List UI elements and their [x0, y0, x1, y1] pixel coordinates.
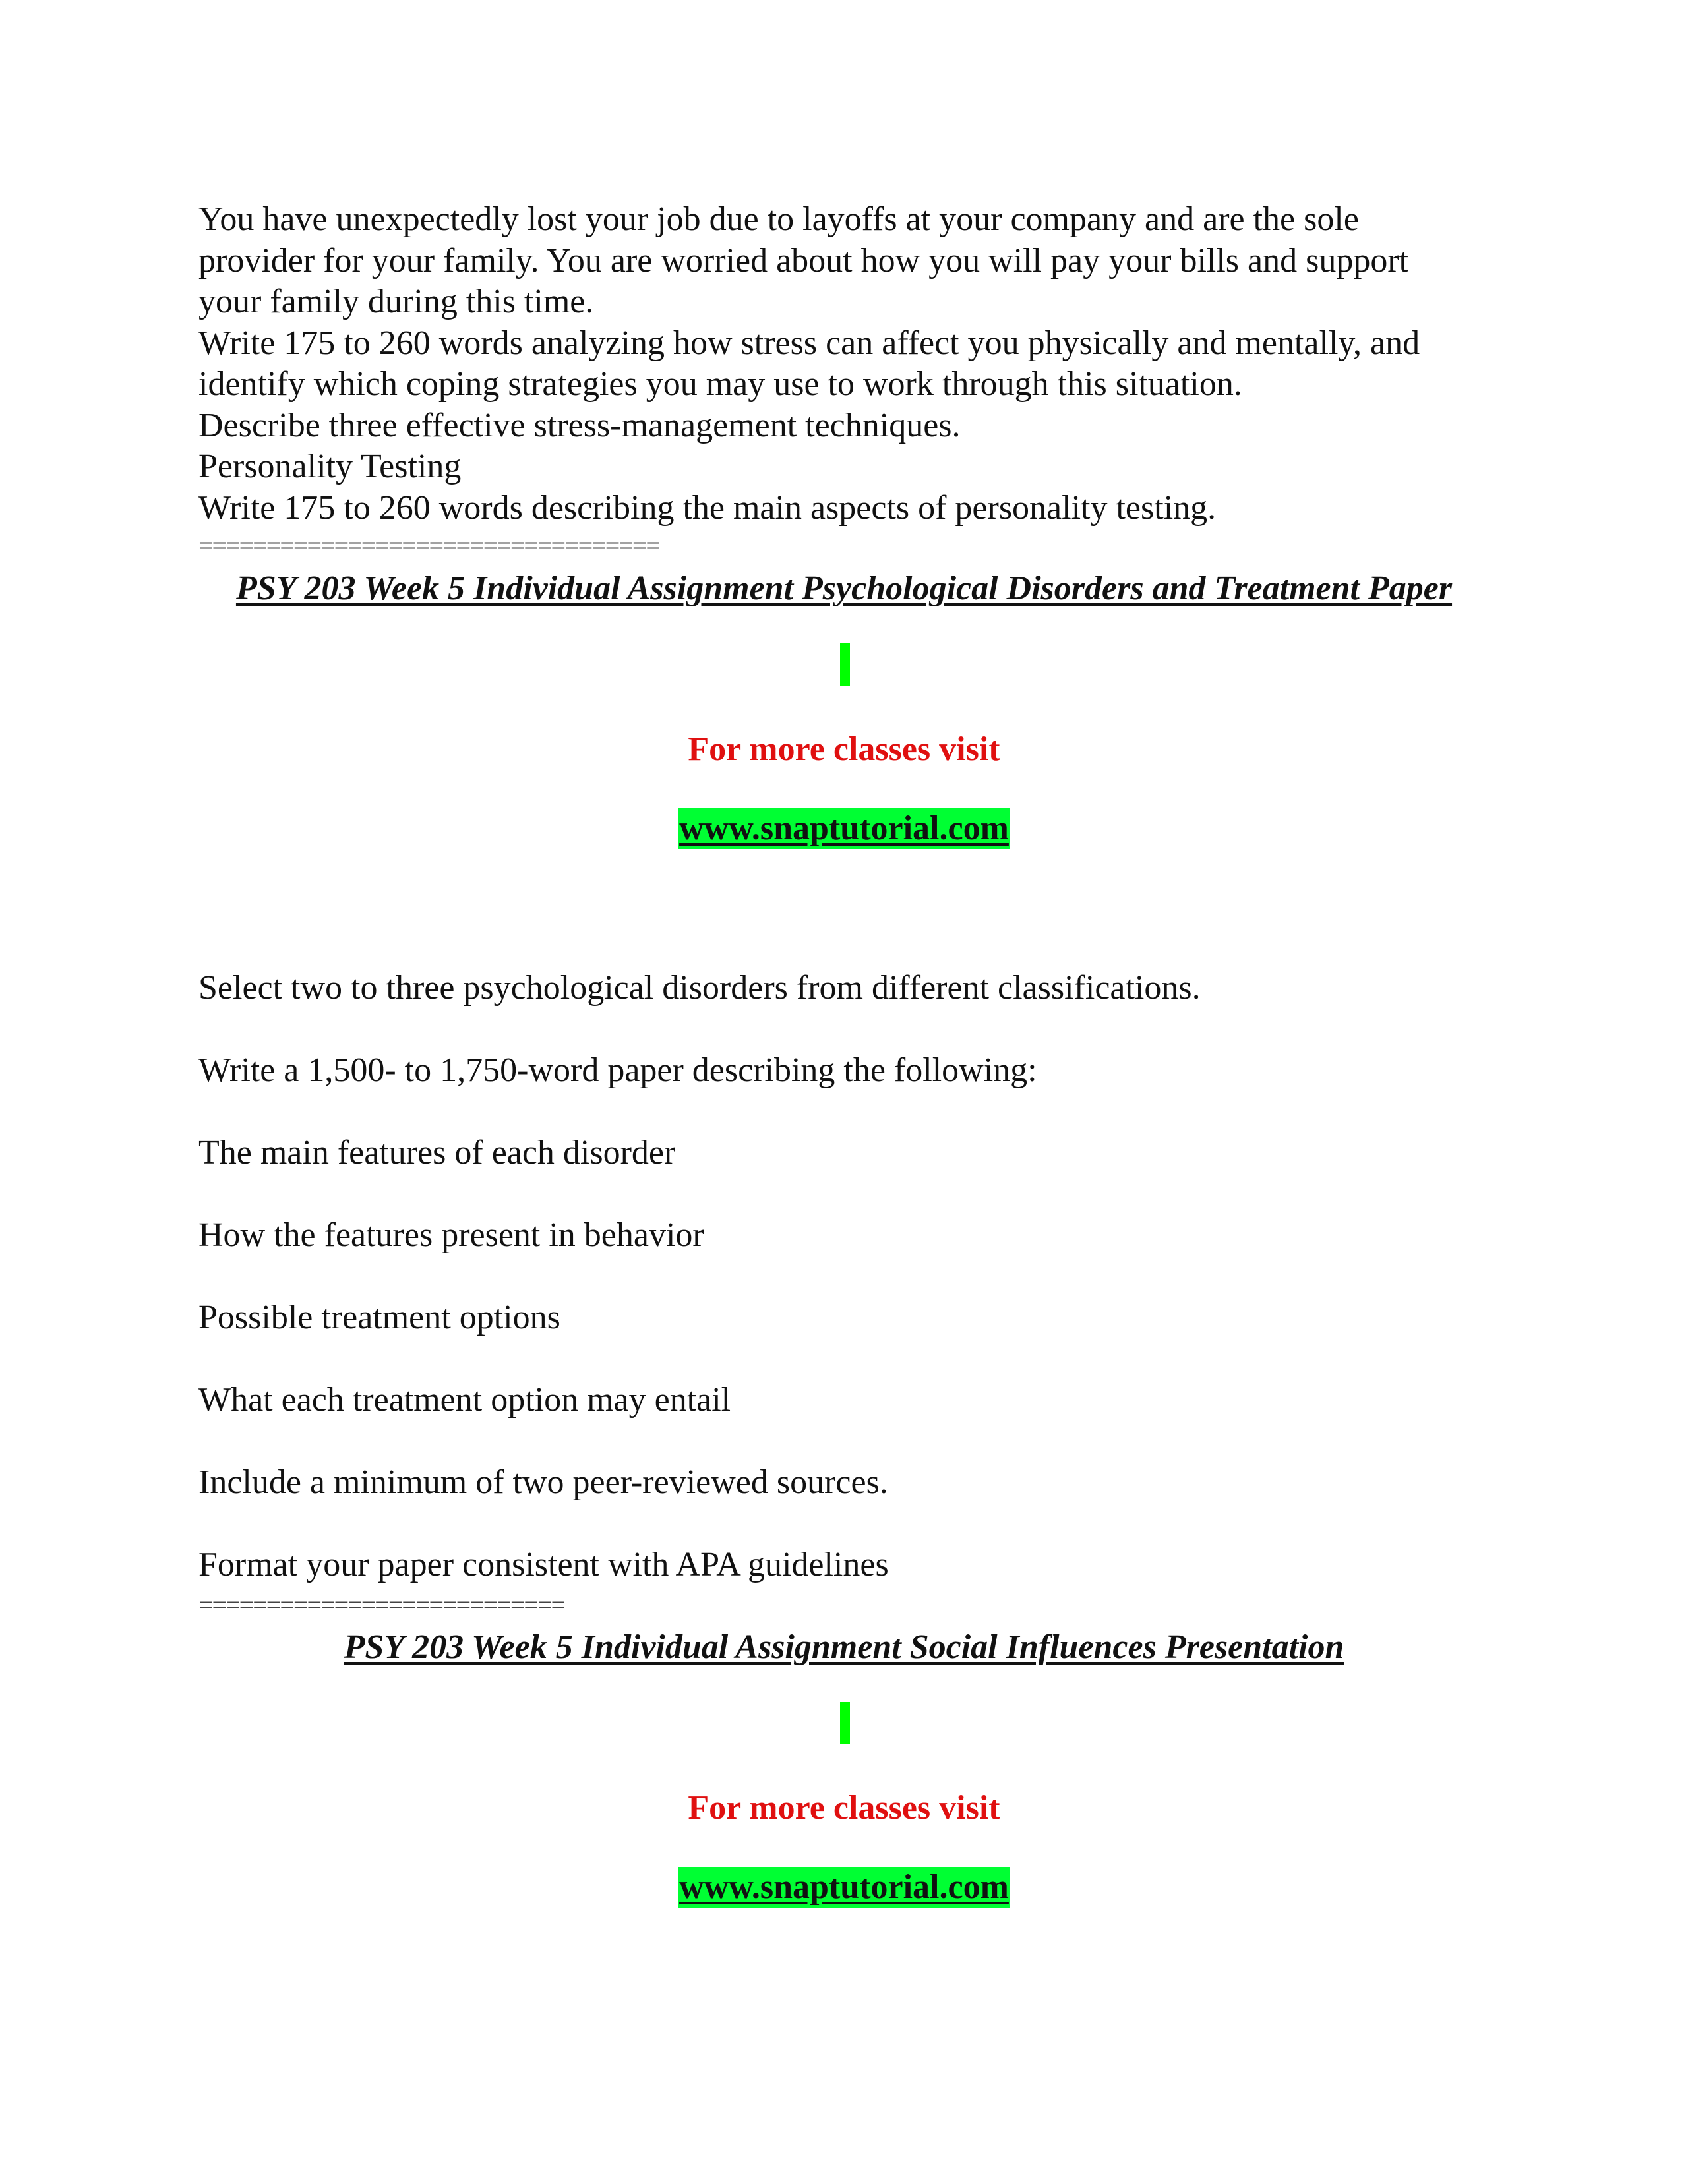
intro-line: Describe three effective stress-management techniques. — [198, 406, 961, 444]
assignment-body — [198, 968, 1517, 1585]
body-paragraph: Include a minimum of two peer-reviewed sources. — [198, 1463, 888, 1501]
intro-line: identify which coping strategies you may use to work through this situation. — [198, 365, 1242, 403]
intro-line: your family during this time. — [198, 283, 594, 320]
body-paragraph: How the features present in behavior — [198, 1216, 704, 1254]
intro-line: provider for your family. You are worried about how you will pay your bills and support — [198, 241, 1409, 280]
body-paragraph: Possible treatment options — [198, 1299, 560, 1336]
intro-paragraph — [198, 199, 1517, 529]
link-container — [0, 1867, 1688, 1908]
snaptutorial-link[interactable]: www.snaptutorial.com — [678, 808, 1010, 849]
intro-line: Write 175 to 260 words analyzing how stress can affect you physically and mentally, and — [198, 324, 1420, 362]
intro-line: You have unexpectedly lost your job due to layoffs at your company and are the sole — [198, 200, 1359, 238]
section-heading-psych-disorders: PSY 203 Week 5 Individual Assignment Psychological Disorders and Treatment Paper — [235, 570, 1453, 607]
body-paragraph: Select two to three psychological disorders from different classifications. — [198, 969, 1201, 1007]
green-marker-bar — [840, 1702, 850, 1744]
body-paragraph: The main features of each disorder — [198, 1134, 676, 1171]
intro-line: Write 175 to 260 words describing the main aspects of personality testing. — [198, 488, 1217, 527]
body-paragraph: What each treatment option may entail — [198, 1381, 731, 1419]
body-paragraph: Format your paper consistent with APA guidelines — [198, 1546, 889, 1583]
body-paragraph: Write a 1,500- to 1,750-word paper describing the following: — [198, 1051, 1037, 1089]
snaptutorial-link[interactable]: www.snaptutorial.com — [678, 1867, 1010, 1908]
visit-text: For more classes visit — [688, 1789, 1000, 1827]
green-marker-bar — [840, 643, 850, 686]
section-heading-social-influences: PSY 203 Week 5 Individual Assignment Social Influences Presentation — [344, 1628, 1344, 1666]
separator-line: =========================== — [198, 1592, 565, 1618]
visit-text: For more classes visit — [688, 730, 1000, 768]
link-container — [0, 808, 1688, 849]
separator-line: ================================== — [198, 533, 659, 559]
intro-line: Personality Testing — [198, 448, 462, 485]
